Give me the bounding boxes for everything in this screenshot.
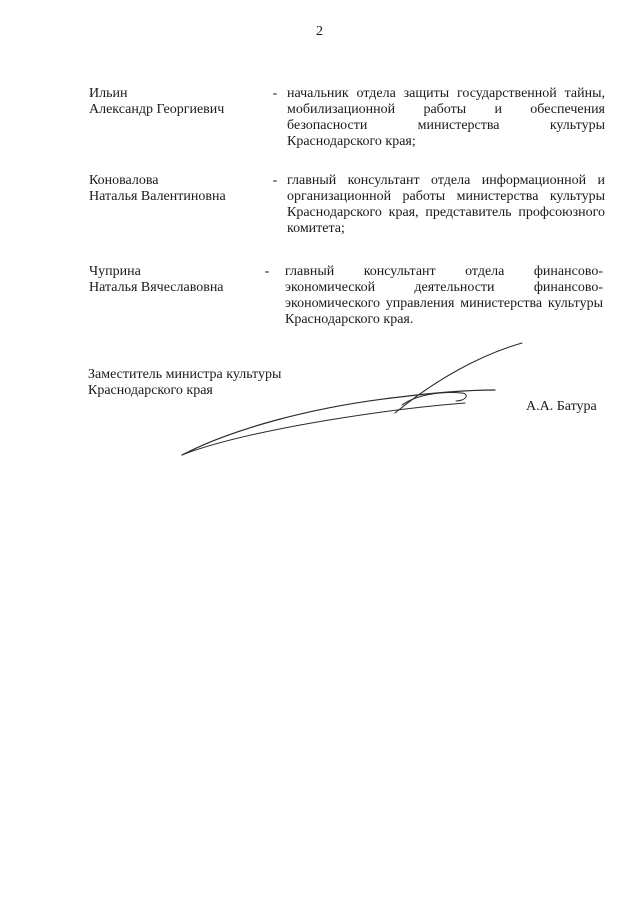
signatory-title-line: Заместитель министра культуры: [88, 367, 282, 382]
handwritten-signature: [170, 335, 550, 465]
member-given-names: Наталья Вячеславовна: [89, 280, 224, 295]
member-given-names: Наталья Валентиновна: [89, 189, 226, 204]
member-surname: Коновалова: [89, 173, 159, 188]
signature-stroke-loop: [402, 393, 466, 406]
member-name: [89, 264, 269, 296]
member-role: главный консультант отдела финансово-экономической деятельности финансово-экономического управления министерства культуры Краснодарского края.: [285, 264, 603, 327]
signature-stroke-return: [182, 403, 465, 455]
member-role: главный консультант отдела информационной и организационной работы министерства культуры Краснодарского края, представитель профсоюзного комитета;: [287, 173, 605, 236]
page-number: 2: [316, 24, 323, 39]
member-role: начальник отдела защиты государственной тайны, мобилизационной работы и обеспечения безопасности министерства культуры Краснодарского края;: [287, 86, 605, 149]
signatory-title-line: Краснодарского края: [88, 383, 213, 398]
member-name: [89, 173, 269, 205]
signature-stroke-diagonal: [395, 343, 522, 413]
signatory-name: А.А. Батура: [526, 399, 597, 414]
member-dash: -: [264, 264, 270, 279]
member-dash: -: [272, 173, 278, 188]
member-given-names: Александр Георгиевич: [89, 102, 225, 117]
member-surname: Чуприна: [89, 264, 141, 279]
member-dash: -: [272, 86, 278, 101]
signature-stroke-main: [182, 390, 495, 455]
member-surname: Ильин: [89, 86, 128, 101]
member-name: [89, 86, 269, 118]
